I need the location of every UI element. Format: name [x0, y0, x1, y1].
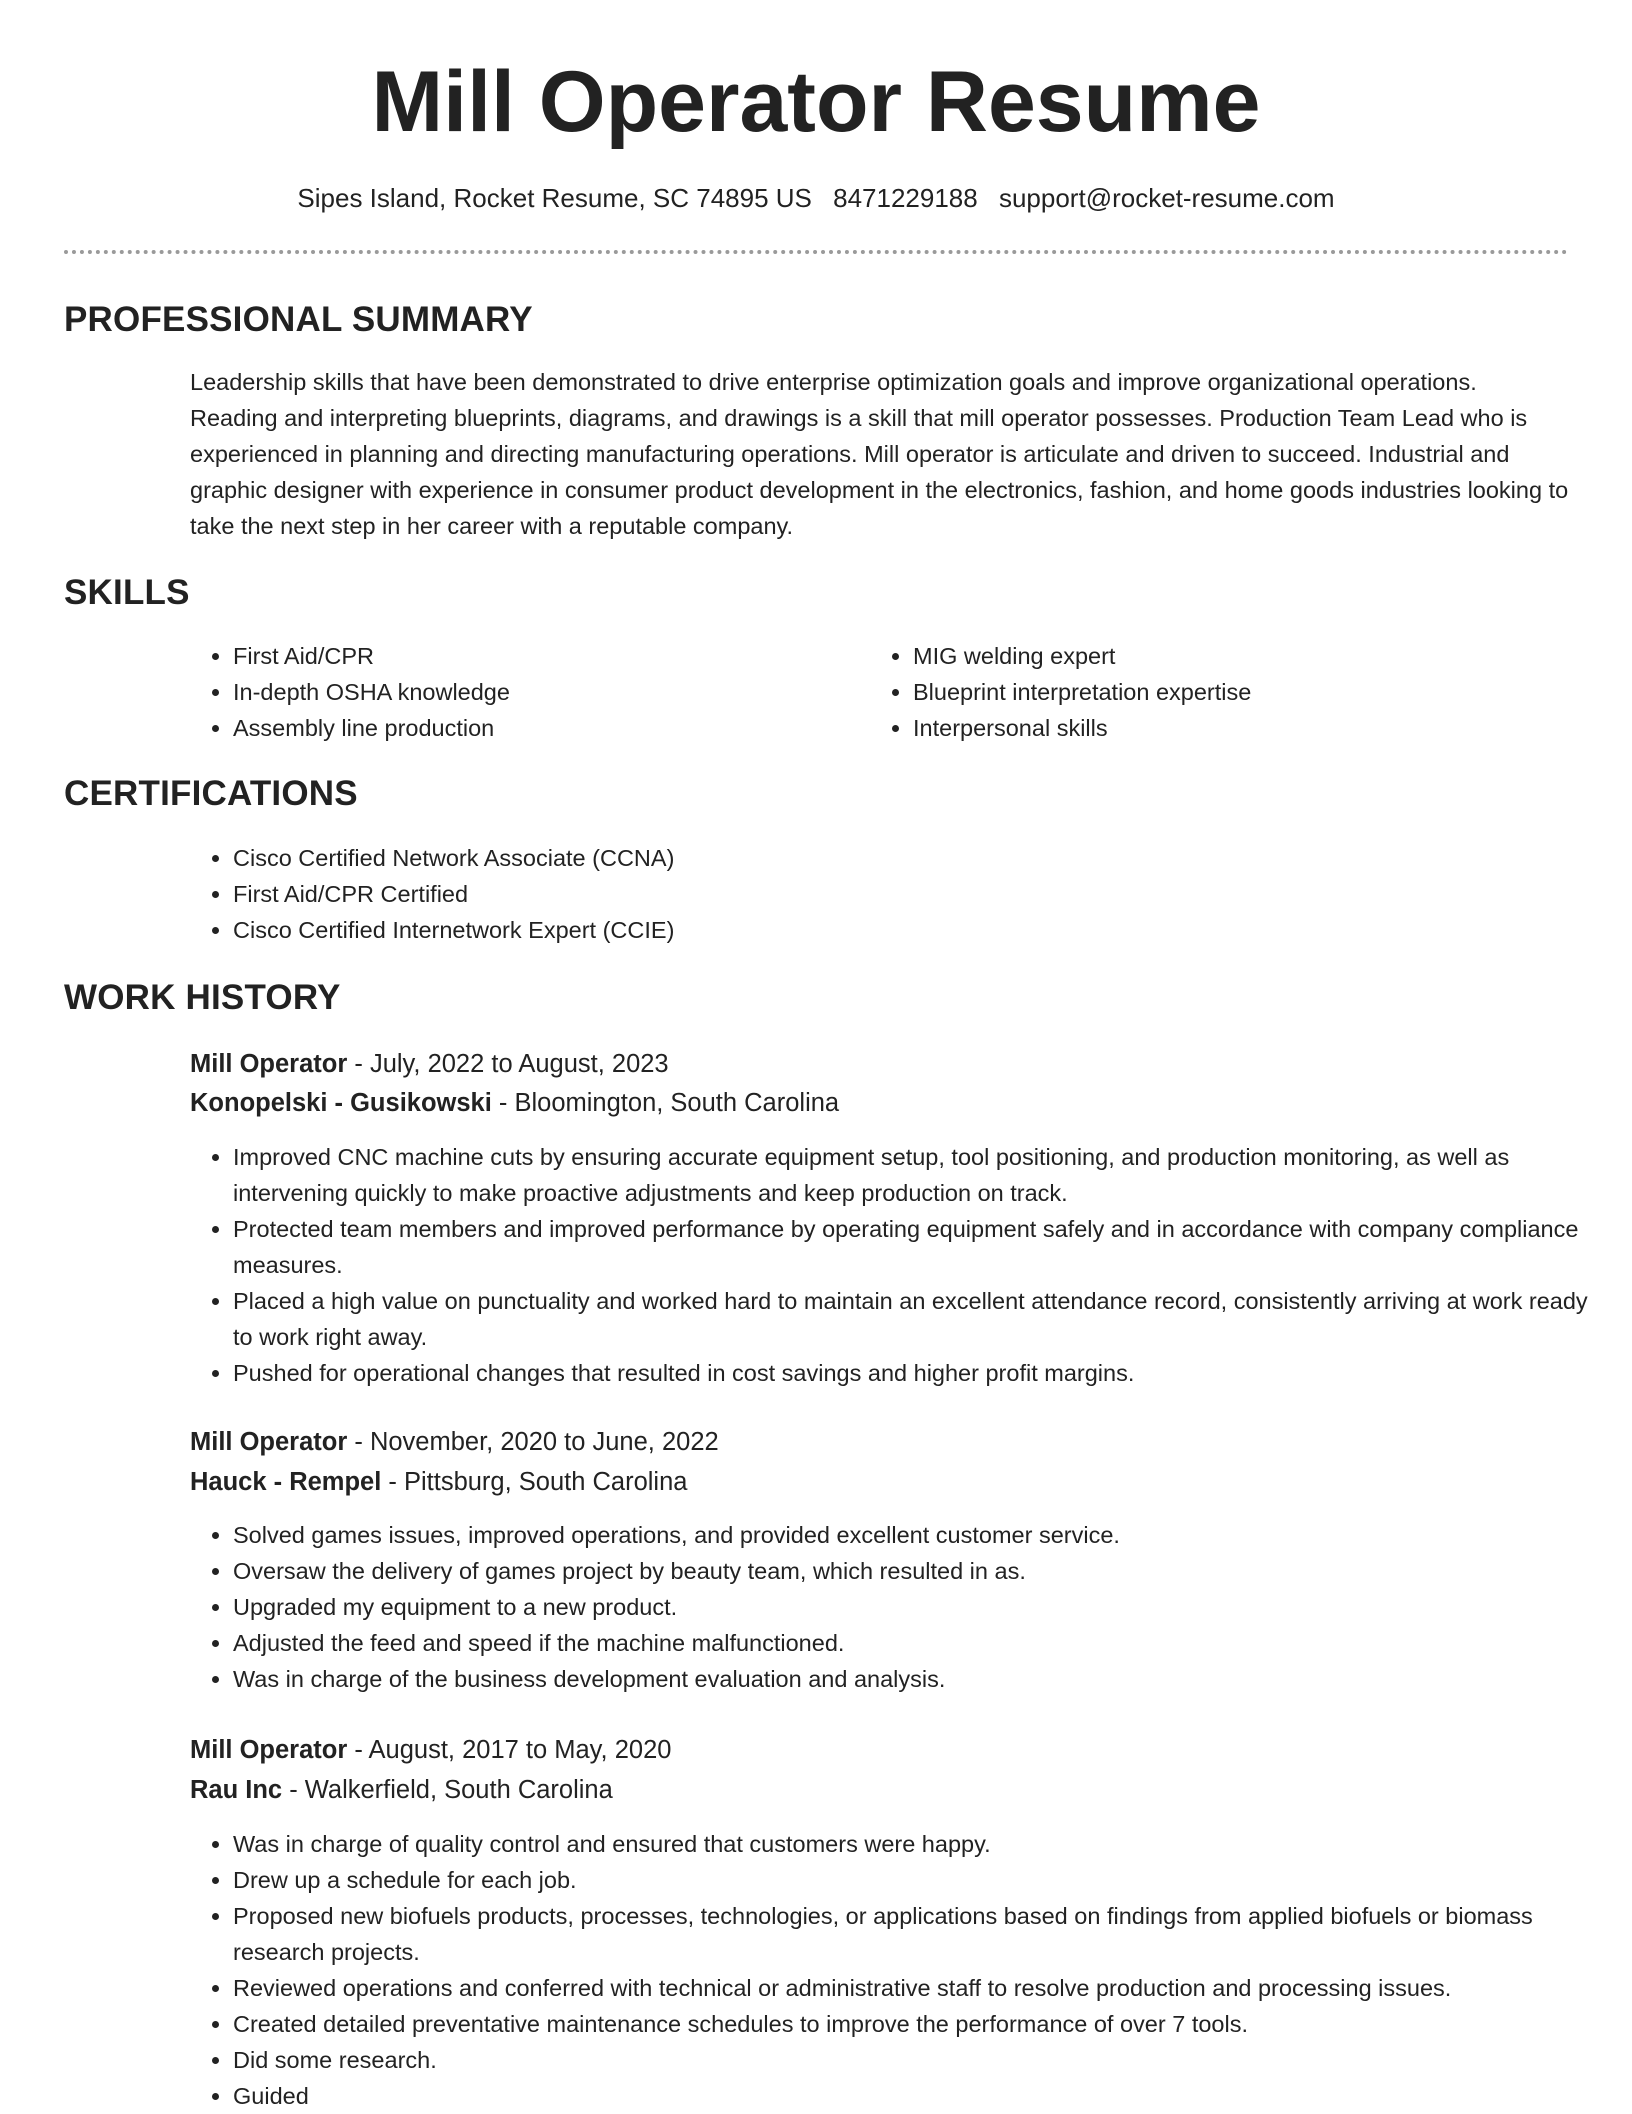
job-role: Mill Operator	[190, 1428, 348, 1456]
certifications-list	[190, 840, 1603, 948]
list-item: • Improved CNC machine cuts by ensuring accurate equipment setup, tool positioning, and production monitoring, as well as intervening quickly to make proactive adjustments and keep production on track.	[233, 1139, 1603, 1211]
list-item: • Upgraded my equipment to a new product.	[233, 1589, 1603, 1625]
job-dates: - November, 2020 to June, 2022	[347, 1428, 719, 1456]
list-item: • Solved games issues, improved operations, and provided excellent customer service.	[233, 1517, 1603, 1553]
list-item: • Did some research.	[233, 2042, 1603, 2078]
job-title-line	[190, 1046, 669, 1082]
contact-address: Sipes Island, Rocket Resume, SC 74895 US	[297, 183, 812, 213]
job-bullets	[190, 1826, 1603, 2114]
list-item: • In-depth OSHA knowledge	[233, 674, 833, 710]
job-dates: - July, 2022 to August, 2023	[347, 1050, 669, 1078]
list-item: • Blueprint interpretation expertise	[913, 674, 1593, 710]
job-company-line	[190, 1464, 687, 1500]
header-divider	[64, 250, 1568, 254]
list-item: • MIG welding expert	[913, 638, 1593, 674]
list-item: • Protected team members and improved performance by operating equipment safely and in accordance with company compliance measures.	[233, 1211, 1603, 1283]
job-dates: - August, 2017 to May, 2020	[347, 1736, 672, 1764]
list-item: • Placed a high value on punctuality and worked hard to maintain an excellent attendance record, consistently arriving at work ready to work right away.	[233, 1283, 1603, 1355]
list-item: • Cisco Certified Internetwork Expert (CCIE)	[233, 912, 1603, 948]
job-role: Mill Operator	[190, 1736, 348, 1764]
list-item: • Assembly line production	[233, 710, 833, 746]
job-location: - Walkerfield, South Carolina	[282, 1776, 613, 1804]
job-title-line	[190, 1424, 719, 1460]
list-item: • Created detailed preventative maintenance schedules to improve the performance of over 7 tools.	[233, 2006, 1603, 2042]
list-item: • Drew up a schedule for each job.	[233, 1862, 1603, 1898]
certifications-heading: CERTIFICATIONS	[64, 774, 358, 813]
job-title-line	[190, 1732, 671, 1768]
skills-heading: SKILLS	[64, 573, 190, 612]
job-company: Hauck - Rempel	[190, 1468, 382, 1496]
skills-list-left	[190, 638, 833, 746]
contact-phone: 8471229188	[833, 183, 978, 213]
job-location: - Pittsburg, South Carolina	[381, 1468, 688, 1496]
work-history-heading: WORK HISTORY	[64, 978, 341, 1017]
job-company: Konopelski - Gusikowski	[190, 1089, 492, 1117]
contact-email: support@rocket-resume.com	[998, 183, 1335, 213]
list-item: • Was in charge of the business development evaluation and analysis.	[233, 1661, 1603, 1697]
list-item: • Guided	[233, 2078, 1603, 2114]
job-bullets	[190, 1517, 1603, 1697]
skills-list-right	[870, 638, 1593, 746]
list-item: • Oversaw the delivery of games project by beauty team, which resulted in as.	[233, 1553, 1603, 1589]
list-item: • Interpersonal skills	[913, 710, 1593, 746]
list-item: • Pushed for operational changes that resulted in cost savings and higher profit margins.	[233, 1355, 1603, 1391]
list-item: • Adjusted the feed and speed if the machine malfunctioned.	[233, 1625, 1603, 1661]
job-bullets	[190, 1139, 1603, 1391]
job-role: Mill Operator	[190, 1050, 348, 1078]
list-item: • First Aid/CPR	[233, 638, 833, 674]
resume-title: Mill Operator Resume	[371, 54, 1261, 150]
job-company-line	[190, 1085, 839, 1121]
job-location: - Bloomington, South Carolina	[491, 1089, 840, 1117]
list-item: • First Aid/CPR Certified	[233, 876, 1603, 912]
summary-text: Leadership skills that have been demonstrated to drive enterprise optimization goals and improve organizational operations. Reading and interpreting blueprints, diagrams, and drawings is a skill that mill operator possesses. Production Team Lead who is experienced in planning and directing manufacturing operations. Mill operator is articulate and driven to succeed. Industrial and graphic designer with experience in consumer product development in the electronics, fashion, and home goods industries looking to take the next step in her career with a reputable company.	[190, 369, 1569, 539]
summary-heading: PROFESSIONAL SUMMARY	[64, 300, 533, 339]
job-company: Rau Inc	[190, 1776, 283, 1804]
list-item: • Proposed new biofuels products, processes, technologies, or applications based on findings from applied biofuels or biomass research projects.	[233, 1898, 1603, 1970]
contact-line	[0, 180, 1632, 216]
list-item: • Cisco Certified Network Associate (CCNA)	[233, 840, 1603, 876]
list-item: • Reviewed operations and conferred with technical or administrative staff to resolve production and processing issues.	[233, 1970, 1603, 2006]
list-item: • Was in charge of quality control and ensured that customers were happy.	[233, 1826, 1603, 1862]
job-company-line	[190, 1772, 613, 1808]
